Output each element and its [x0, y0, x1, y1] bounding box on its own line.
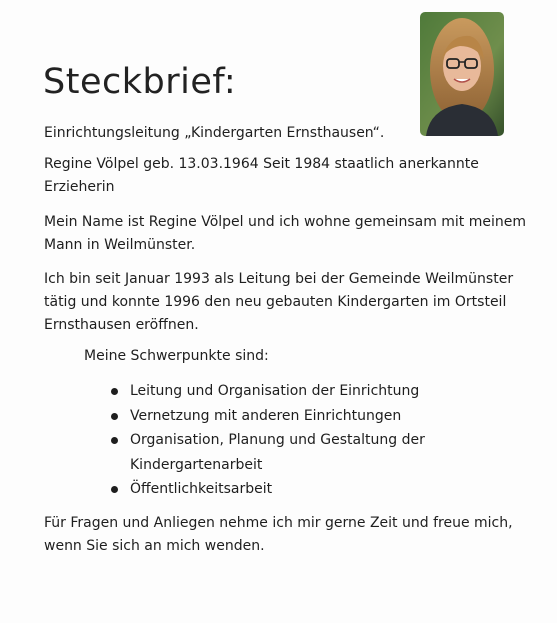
role-paragraph: Einrichtungsleitung „Kindergarten Ernsthausen“. [44, 125, 385, 141]
list-item [108, 477, 538, 502]
page-title: Steckbrief: [43, 62, 237, 102]
focus-list [108, 379, 538, 502]
list-item [108, 428, 538, 477]
career-paragraph: Ich bin seit Januar 1993 als Leitung bei der Gemeinde Weilmünster tätig und konnte 1996 den neu gebauten Kindergarten im Ortsteil Ernsthausen eröffnen. [44, 271, 514, 333]
bio-paragraph: Regine Völpel geb. 13.03.1964 Seit 1984 staatlich anerkannte Erzieherin [44, 156, 479, 195]
portrait-image [420, 12, 504, 136]
bullet-icon [111, 388, 118, 395]
list-item-text: Organisation, Planung und Gestaltung der Kindergartenarbeit [130, 432, 425, 473]
list-item-text: Leitung und Organisation der Einrichtung [130, 383, 420, 399]
portrait-photo [420, 12, 504, 136]
closing-paragraph: Für Fragen und Anliegen nehme ich mir gerne Zeit und freue mich, wenn Sie sich an mich wenden. [44, 515, 513, 554]
list-item [108, 379, 538, 404]
bullet-icon [111, 413, 118, 420]
bullet-icon [111, 437, 118, 444]
list-item-text: Vernetzung mit anderen Einrichtungen [130, 407, 402, 424]
list-item [108, 404, 538, 429]
bullet-icon [111, 486, 118, 493]
intro-paragraph: Mein Name ist Regine Völpel und ich wohne gemeinsam mit meinem Mann in Weilmünster. [44, 214, 527, 253]
list-item-text: Öffentlichkeitsarbeit [130, 481, 273, 497]
focus-lead: Meine Schwerpunkte sind: [84, 348, 269, 364]
